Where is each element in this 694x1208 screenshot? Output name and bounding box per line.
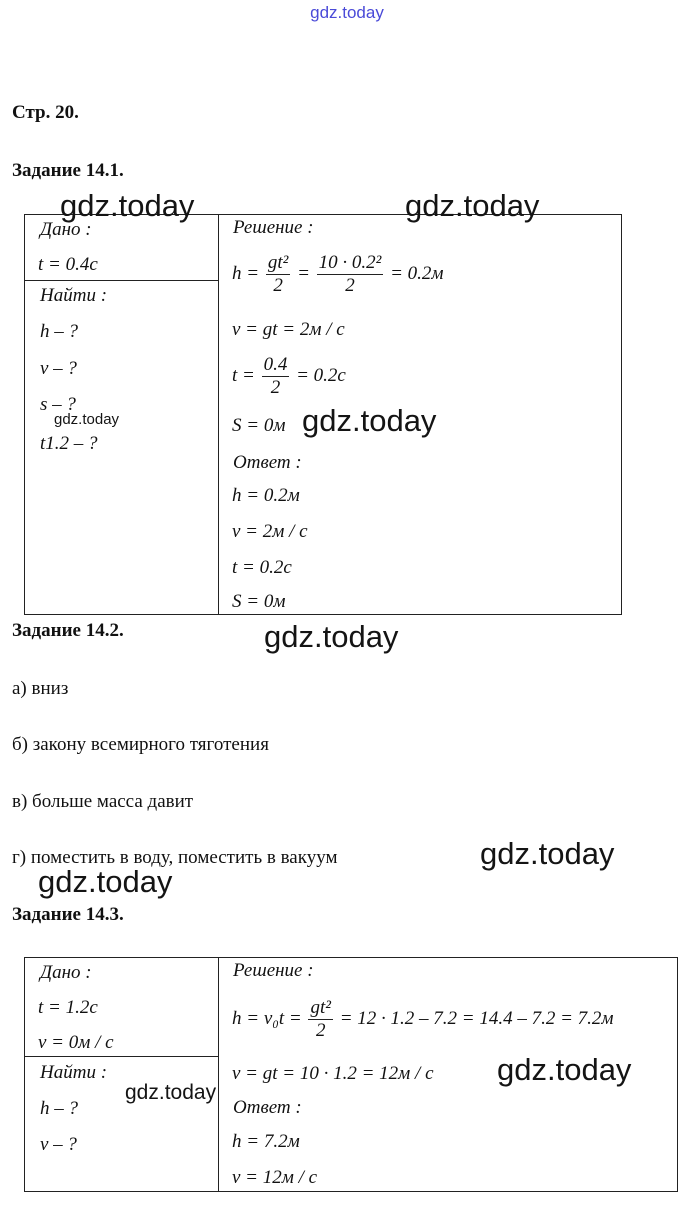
task2-item: а) вниз [12,678,69,699]
task3-given-divider [24,1056,218,1057]
fraction-denominator: 2 [308,1019,332,1042]
task1-formula-v: v = gt = 2м / с [232,319,345,340]
fraction [308,997,332,1042]
task1-formula-h [232,252,444,297]
task1-answer-item: h = 0.2м [232,485,300,506]
task1-find-item: t1.2 – ? [40,433,98,454]
formula-part: = [297,262,310,284]
task3-answer-item: v = 12м / с [232,1167,318,1188]
task1-divider [218,214,219,615]
task1-given-divider [24,280,218,281]
task3-answer-label: Ответ : [233,1097,302,1118]
task1-formula-t [232,354,346,399]
fraction [317,252,384,297]
fraction-denominator: 2 [262,376,290,399]
fraction-numerator: gt² [267,252,289,273]
watermark: gdz.today [264,619,399,654]
fraction-denominator: 2 [317,274,384,297]
watermark: gdz.today [302,403,437,438]
task1-find-item: v – ? [40,358,77,379]
task3-answer-item: h = 7.2м [232,1131,300,1152]
task1-answer-item: t = 0.2с [232,557,292,578]
task1-answer-label: Ответ : [233,452,302,473]
task3-find-label: Найти : [40,1062,108,1083]
page-number: Стр. 20. [12,102,79,123]
formula-part: t = [232,364,255,386]
task1-title: Задание 14.1. [12,160,124,181]
watermark: gdz.today [38,864,173,899]
task3-given-label: Дано : [40,962,92,983]
task2-item: б) закону всемирного тяготения [12,734,269,755]
formula-part: = 0.2с [296,364,346,386]
task2-title: Задание 14.2. [12,620,124,641]
task1-given-item: t = 0.4с [38,254,98,275]
task1-solution-label: Решение : [233,217,314,238]
task3-find-item: v – ? [40,1134,77,1155]
task3-formula-h [232,997,614,1042]
site-logo[interactable]: gdz.today [310,3,384,22]
formula-part: h = v₀t = [232,1007,302,1029]
task3-divider [218,957,219,1192]
task1-given-label: Дано : [40,219,92,240]
fraction-numerator: 10 · 0.2² [318,252,382,273]
task3-given-item: t = 1.2с [38,997,98,1018]
task1-find-label: Найти : [40,285,108,306]
task1-answer-item: S = 0м [232,591,286,612]
task2-item: г) поместить в воду, поместить в вакуум [12,847,338,868]
watermark: gdz.today [405,188,540,223]
task2-item: в) больше масса давит [12,791,194,812]
fraction-denominator: 2 [266,274,290,297]
task1-answer-item: v = 2м / с [232,521,308,542]
watermark: gdz.today [497,1052,632,1087]
fraction [262,354,290,399]
watermark: gdz.today [60,188,195,223]
watermark: gdz.today [125,1081,217,1104]
task3-find-item: h – ? [40,1098,78,1119]
watermark: gdz.today [480,836,615,871]
task3-given-item: v = 0м / с [38,1032,114,1053]
fraction-numerator: 0.4 [263,354,288,375]
fraction-numerator: gt² [310,997,331,1018]
task3-title: Задание 14.3. [12,904,124,925]
task3-solution-label: Решение : [233,960,314,981]
formula-part: = 12 · 1.2 – 7.2 = 14.4 – 7.2 = 7.2м [339,1007,614,1029]
task1-find-item: h – ? [40,321,78,342]
formula-part: = 0.2м [390,262,444,284]
task3-formula-v: v = gt = 10 · 1.2 = 12м / с [232,1063,434,1084]
task1-find-item: s – ? [40,394,76,415]
formula-part: h = [232,262,260,284]
watermark: gdz.today [54,411,120,428]
fraction [266,252,290,297]
task1-formula-s: S = 0м [232,415,286,436]
